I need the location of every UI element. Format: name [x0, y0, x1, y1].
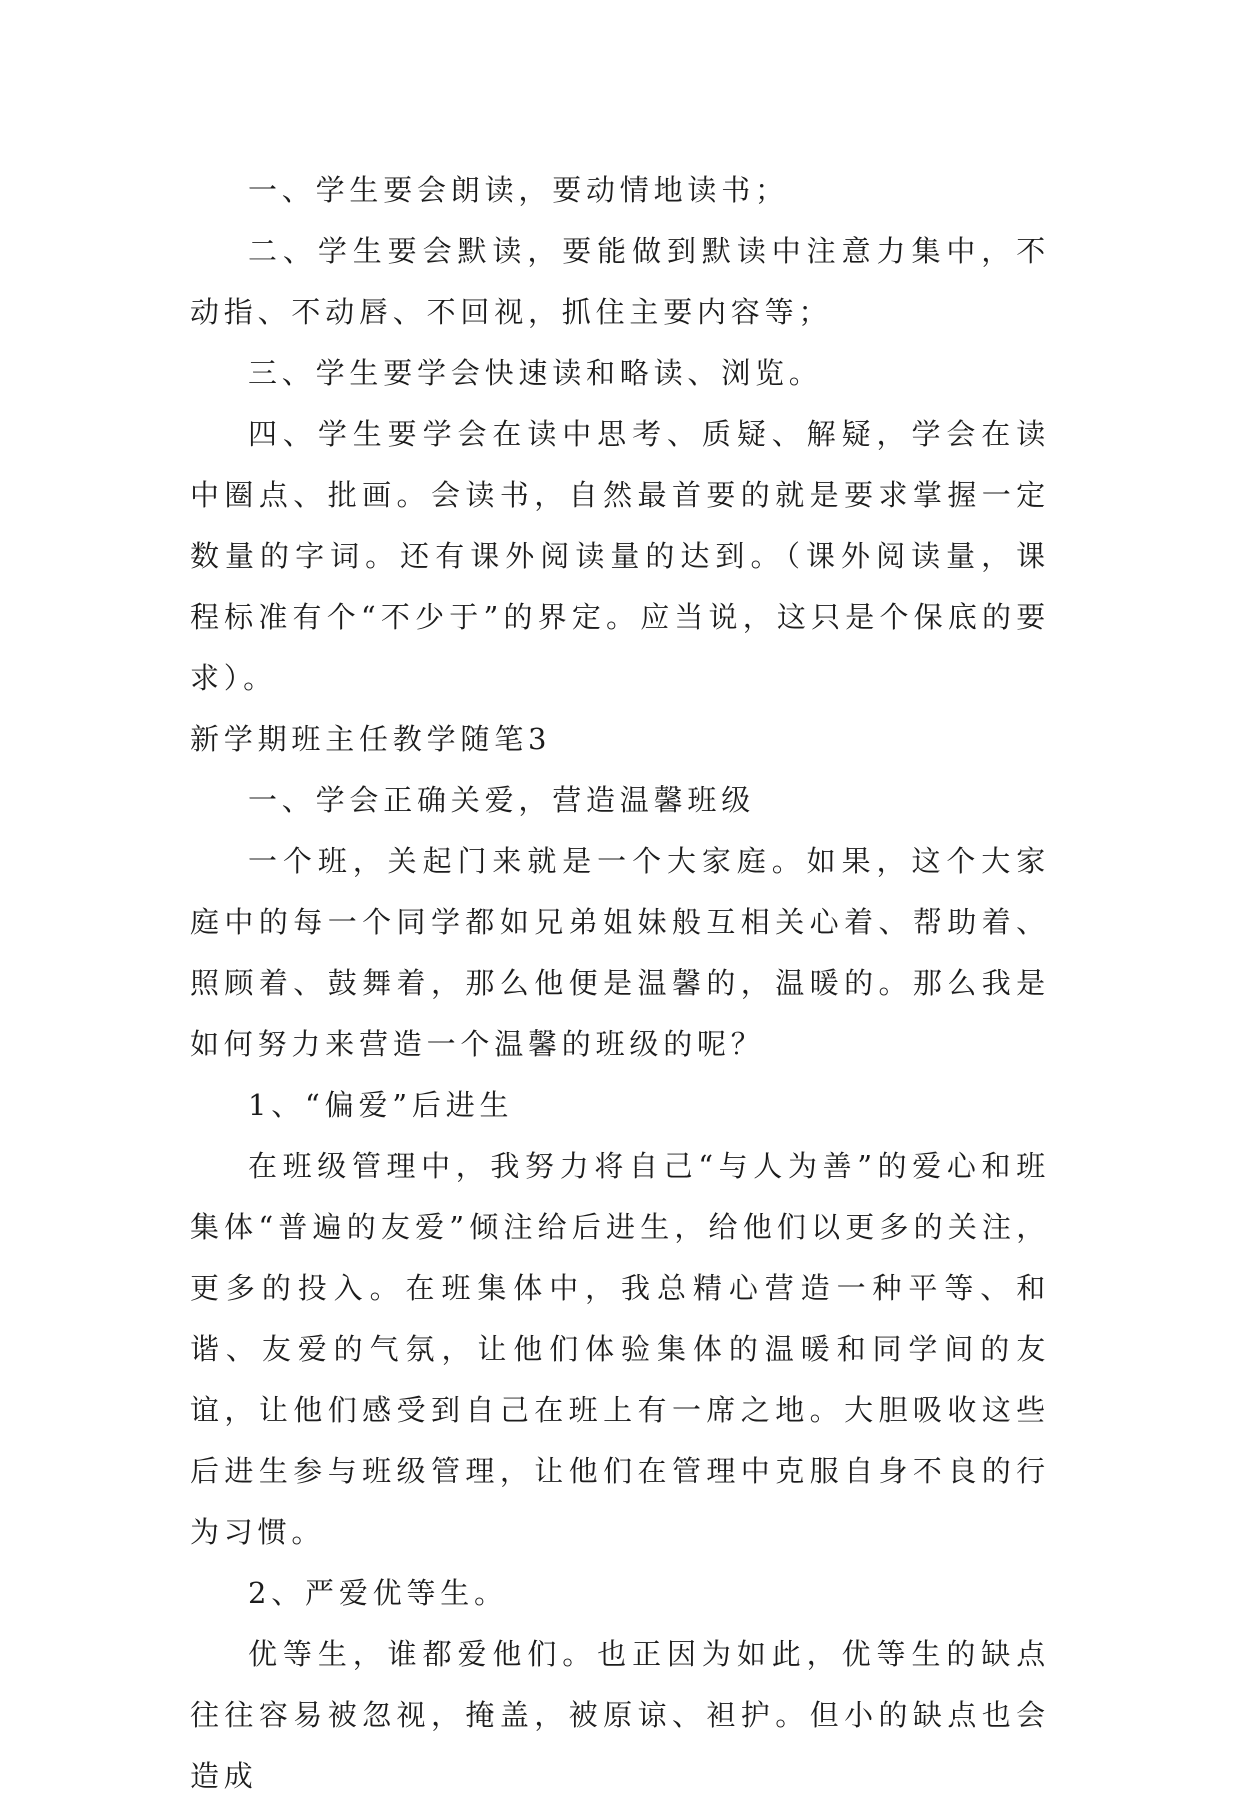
- subheading-caring-class: 一、学会正确关爱，营造温馨班级: [248, 783, 756, 817]
- subheading-struggling-students: 1、“偏爱”后进生: [248, 1088, 514, 1122]
- subheading-top-students: 2、严爱优等生。: [248, 1576, 508, 1610]
- paragraph-skimming: 三、学生要学会快速读和略读、浏览。: [248, 356, 823, 390]
- paragraph-top-students: 优等生，谁都爱他们。也正因为如此，优等生的缺点往往容易被忽视，掩盖，被原谅、袒护。但小的缺点也会造成: [190, 1637, 1050, 1793]
- paragraph-reading-aloud: 一、学生要会朗读，要动情地读书；: [248, 173, 789, 207]
- section-heading: 新学期班主任教学随笔3: [190, 722, 552, 756]
- document-body: [190, 160, 1050, 1807]
- paragraph-thinking-while-reading: 四、学生要学会在读中思考、质疑、解疑，学会在读中圈点、批画。会读书，自然最首要的就是要求掌握一定数量的字词。还有课外阅读量的达到。（课外阅读量，课程标准有个“不少于”的界定。应当说，这只是个保底的要求）。: [190, 417, 1050, 695]
- paragraph-class-family: 一个班，关起门来就是一个大家庭。如果，这个大家庭中的每一个同学都如兄弟姐妹般互相关心着、帮助着、照顾着、鼓舞着，那么他便是温馨的，温暖的。那么我是如何努力来营造一个温馨的班级的呢？: [190, 844, 1050, 1061]
- paragraph-silent-reading: 二、学生要会默读，要能做到默读中注意力集中，不动指、不动唇、不回视，抓住主要内容等；: [190, 234, 1050, 329]
- paragraph-class-management: 在班级管理中，我努力将自己“与人为善”的爱心和班集体“普遍的友爱”倾注给后进生，给他们以更多的关注，更多的投入。在班集体中，我总精心营造一种平等、和谐、友爱的气氛，让他们体验集体的温暖和同学间的友谊，让他们感受到自己在班上有一席之地。大胆吸收这些后进生参与班级管理，让他们在管理中克服自身不良的行为习惯。: [190, 1149, 1050, 1549]
